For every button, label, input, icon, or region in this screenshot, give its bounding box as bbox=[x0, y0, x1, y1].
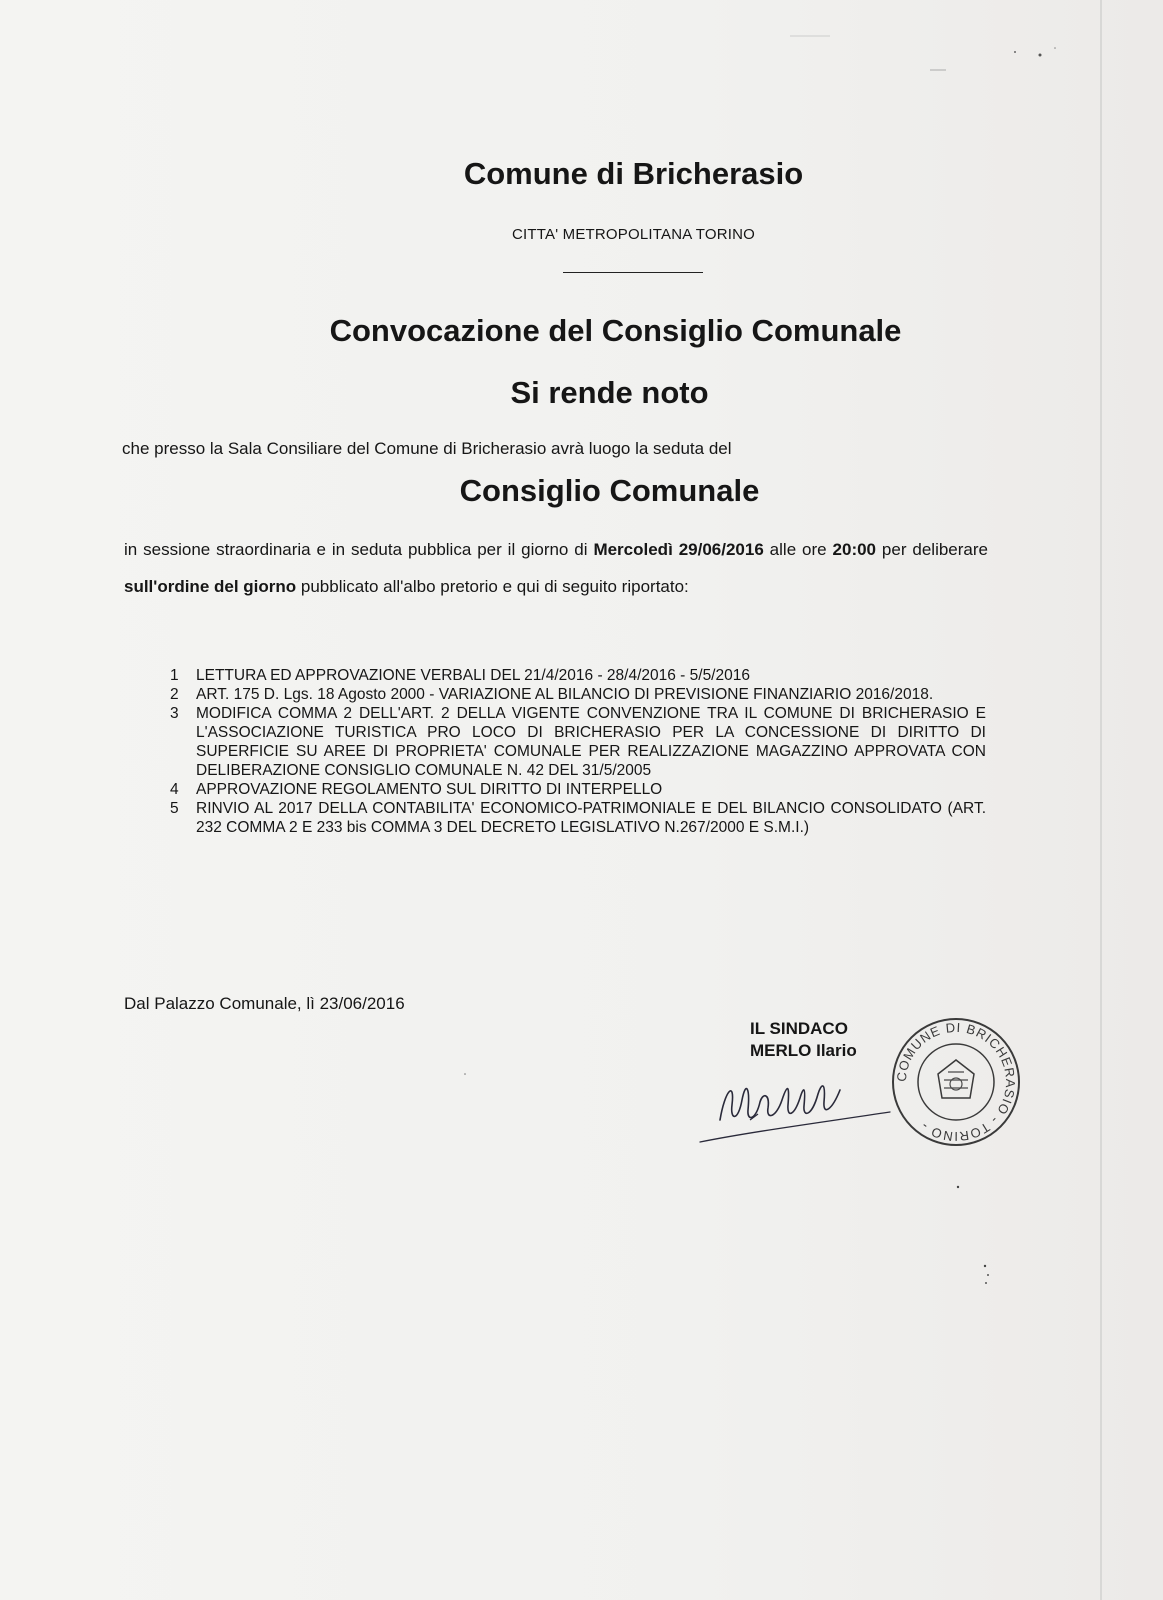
agenda-item-number: 4 bbox=[170, 781, 179, 798]
agenda-item-number: 5 bbox=[170, 800, 179, 817]
agenda-item-number: 3 bbox=[170, 705, 179, 722]
agenda-reference: sull'ordine del giorno bbox=[124, 577, 297, 596]
agenda-item-number: 2 bbox=[170, 686, 179, 703]
signer-name: MERLO Ilario bbox=[750, 1041, 857, 1060]
session-text-3: per deliberare bbox=[876, 540, 988, 559]
announcement-heading: Si rende noto bbox=[510, 375, 709, 410]
agenda-item-text: RINVIO AL 2017 DELLA CONTABILITA' ECONOMICO-PATRIMONIALE E DEL BILANCIO CONSOLIDATO (ART. 232 COMMA 2 E 233 bis COMMA 3 DEL DECRETO LEGISLATIVO N.267/2000 E S.M.I.) bbox=[196, 800, 986, 836]
stamp-text: COMUNE DI BRICHERASIO - TORINO - bbox=[893, 1019, 1019, 1145]
session-time: 20:00 bbox=[832, 540, 877, 559]
municipality-title: Comune di Bricherasio bbox=[463, 156, 804, 191]
agenda-item-text: APPROVAZIONE REGOLAMENTO SUL DIRITTO DI INTERPELLO bbox=[196, 781, 663, 798]
session-text-4: pubblicato all'albo pretorio e qui di seguito riportato: bbox=[296, 577, 689, 596]
agenda-item-text: MODIFICA COMMA 2 DELL'ART. 2 DELLA VIGENTE CONVENZIONE TRA IL COMUNE DI BRICHERASIO E L'ASSOCIAZIONE TURISTICA PRO LOCO DI BRICHERASIO PER LA CONCESSIONE DI DIRITTO DI SUPERFICIE SU AREE DI PROPRIETA' COMUNALE PER REALIZZAZIONE MAGAZZINO APPROVATA CON DELIBERAZIONE CONSIGLIO COMUNALE N. 42 DEL 31/5/2005 bbox=[196, 705, 986, 779]
council-heading: Consiglio Comunale bbox=[459, 473, 760, 508]
agenda-item-number: 1 bbox=[170, 667, 179, 684]
agenda-item-text: LETTURA ED APPROVAZIONE VERBALI DEL 21/4/2016 - 28/4/2016 - 5/5/2016 bbox=[196, 667, 750, 684]
signer-role: IL SINDACO bbox=[750, 1019, 848, 1038]
municipality-subtitle: CITTA' METROPOLITANA TORINO bbox=[511, 226, 755, 243]
session-text-2: alle ore bbox=[763, 540, 833, 559]
notice-title: Convocazione del Consiglio Comunale bbox=[329, 313, 902, 348]
session-date: Mercoledì 29/06/2016 bbox=[593, 540, 764, 559]
place-date: Dal Palazzo Comunale, lì 23/06/2016 bbox=[124, 994, 405, 1013]
session-text-1: in sessione straordinaria e in seduta pubblica per il giorno di bbox=[124, 540, 594, 559]
agenda-item-text: ART. 175 D. Lgs. 18 Agosto 2000 - VARIAZIONE AL BILANCIO DI PREVISIONE FINANZIARIO 2016/2018. bbox=[196, 686, 934, 703]
intro-text: che presso la Sala Consiliare del Comune di Bricherasio avrà luogo la seduta del bbox=[122, 439, 732, 458]
